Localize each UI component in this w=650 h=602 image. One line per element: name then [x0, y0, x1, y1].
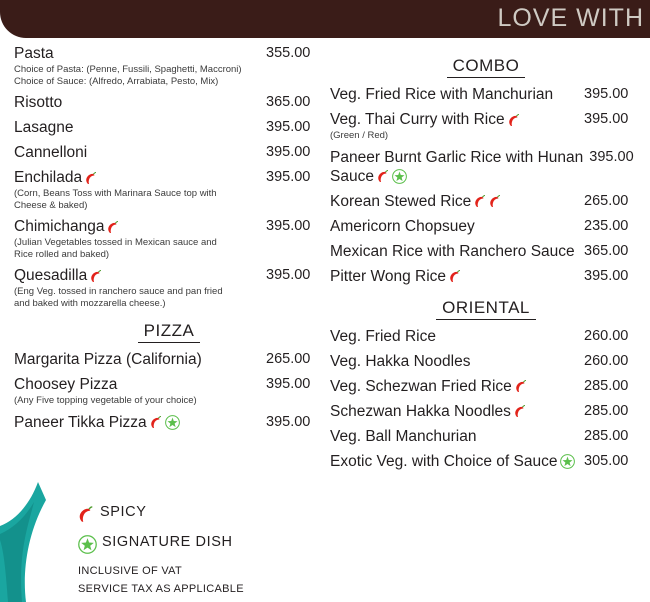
menu-item-name-cell	[330, 327, 442, 346]
menu-item-price: 305.00	[584, 452, 629, 469]
menu-item-price: 260.00	[584, 327, 629, 344]
menu-item	[330, 427, 642, 446]
menu-item-name-cell	[330, 377, 534, 396]
menu-item-description: Choice of Pasta: (Penne, Fussili, Spaghetti, Maccroni) Choice of Sauce: (Alfredo, Arrabiata, Pesto, Mix)	[14, 64, 242, 87]
section-heading-combo	[330, 56, 642, 79]
menu-item-name: Veg. Thai Curry with Rice	[330, 110, 527, 129]
menu-item-icons	[449, 269, 462, 283]
menu-item-price: 285.00	[584, 377, 629, 394]
menu-item-name: Margarita Pizza (California)	[14, 351, 202, 368]
menu-item-name-cell	[330, 242, 581, 261]
menu-item-name-cell	[330, 352, 476, 371]
menu-item-row	[14, 375, 324, 407]
menu-item-price: 395.00	[266, 119, 311, 135]
menu-item-row	[14, 118, 324, 137]
menu-item-row	[14, 266, 324, 309]
chili-pepper-icon	[377, 169, 390, 183]
menu-item	[330, 327, 642, 346]
section-heading-combo-label: COMBO	[447, 56, 526, 78]
legend-note-vat: INCLUSIVE OF VAT	[78, 565, 183, 577]
left-column	[14, 44, 324, 438]
menu-item-name-cell	[330, 192, 508, 211]
menu-item-name: Lasagne	[14, 119, 74, 136]
menu-item-row	[14, 44, 324, 87]
menu-item-price: 365.00	[266, 94, 311, 110]
chili-pepper-icon	[85, 171, 98, 185]
legend-spicy-label: SPICY	[100, 504, 147, 520]
menu-item-icons	[474, 194, 502, 208]
menu-item	[330, 148, 642, 186]
signature-dish-icon	[165, 415, 180, 430]
menu-item-row	[330, 242, 642, 261]
chili-pepper-icon	[150, 415, 163, 429]
menu-item-row	[330, 192, 642, 211]
menu-item	[14, 350, 324, 369]
menu-item-price: 355.00	[266, 45, 311, 61]
section-heading-oriental-label: ORIENTAL	[436, 298, 536, 320]
menu-item-price: 235.00	[584, 217, 629, 234]
menu-item-name: Pasta	[14, 45, 54, 62]
menu-item-row	[330, 452, 642, 471]
section-heading-pizza-label: PIZZA	[138, 321, 201, 343]
menu-item-icons	[150, 415, 180, 430]
legend-row-signature	[78, 534, 408, 550]
menu-item-row	[330, 327, 642, 346]
chili-pepper-icon	[78, 505, 91, 519]
menu-page	[0, 38, 650, 602]
chili-pepper-icon	[514, 404, 527, 418]
menu-item	[330, 242, 642, 261]
menu-item-name: Veg. Fried Rice	[330, 327, 436, 345]
menu-item-row	[14, 168, 324, 211]
corner-ribbon-decoration	[0, 482, 70, 602]
menu-item	[14, 168, 324, 211]
legend	[78, 504, 408, 596]
menu-item-price: 395.00	[584, 267, 629, 284]
menu-item	[14, 44, 324, 87]
menu-item-name-cell	[14, 375, 197, 407]
menu-item-row	[330, 377, 642, 396]
menu-item-price: 395.00	[584, 86, 629, 102]
menu-item	[14, 93, 324, 112]
menu-item-name: Paneer Tikka Pizza	[14, 413, 186, 432]
menu-item-row	[330, 217, 642, 236]
menu-item-name-cell	[330, 267, 468, 286]
oriental-items-list	[330, 327, 642, 471]
menu-item-name-cell	[330, 85, 559, 104]
menu-item-row	[14, 413, 324, 432]
menu-item-icons	[85, 171, 98, 185]
menu-item-name-cell	[330, 452, 581, 471]
menu-item-price: 395.00	[266, 413, 311, 430]
menu-item	[330, 402, 642, 421]
menu-item-name: Risotto	[14, 94, 63, 111]
section-heading-pizza	[14, 321, 324, 344]
menu-item-icons	[377, 169, 407, 184]
menu-item-name-cell	[14, 168, 217, 211]
menu-item-name: Quesadilla	[14, 266, 223, 285]
signature-dish-icon	[560, 454, 575, 469]
menu-item	[330, 452, 642, 471]
top-banner	[0, 0, 650, 38]
menu-item-name: Veg. Hakka Noodles	[330, 352, 471, 370]
menu-item	[14, 266, 324, 309]
chili-pepper-icon	[515, 379, 528, 393]
signature-dish-icon	[392, 169, 407, 184]
menu-item-name: Pitter Wong Rice	[330, 267, 468, 286]
menu-item-name: Paneer Burnt Garlic Rice with Hunan	[330, 148, 584, 166]
menu-item-name: Veg. Schezwan Fried Rice	[330, 377, 534, 396]
left-items-list	[14, 44, 324, 309]
menu-item-icons	[107, 220, 120, 234]
chili-pepper-icon	[489, 194, 502, 208]
signature-dish-icon	[78, 535, 93, 550]
menu-item-icons	[508, 113, 521, 127]
menu-item-name-cell	[330, 148, 589, 186]
menu-item-icons	[90, 269, 103, 283]
menu-item-name: Schezwan Hakka Noodles	[330, 402, 533, 421]
menu-item-row	[330, 267, 642, 286]
menu-item-name-line2: Sauce	[330, 167, 589, 186]
menu-item-name-cell	[330, 427, 482, 446]
menu-item-name: Choosey Pizza	[14, 376, 118, 393]
menu-item-price: 395.00	[266, 218, 311, 234]
menu-item-row	[330, 427, 642, 446]
menu-item	[330, 377, 642, 396]
legend-note-service-tax: SERVICE TAX AS APPLICABLE	[78, 583, 244, 595]
menu-item-row	[330, 148, 642, 186]
menu-item-name: Mexican Rice with Ranchero Sauce	[330, 242, 575, 260]
menu-item-icons	[515, 379, 528, 393]
menu-item-price: 285.00	[584, 427, 629, 444]
menu-item-price: 260.00	[584, 352, 629, 369]
menu-item-price: 395.00	[589, 148, 634, 165]
menu-item-icons	[514, 404, 527, 418]
menu-item-name: Exotic Veg. with Choice of Sauce	[330, 452, 581, 471]
menu-item-name-cell	[14, 44, 242, 87]
menu-item-price: 395.00	[584, 111, 629, 127]
banner-title: LOVE WITH	[497, 4, 644, 32]
menu-item-price: 265.00	[584, 192, 629, 209]
menu-item-description: (Green / Red)	[330, 130, 389, 141]
menu-item-name-cell	[330, 217, 481, 236]
menu-item-name-cell	[14, 143, 93, 162]
menu-item	[330, 217, 642, 236]
menu-item-name-cell	[330, 402, 533, 421]
menu-item-description: (Eng Veg. tossed in ranchero sauce and pan fried and baked with mozzarella cheese.)	[14, 286, 223, 309]
menu-item	[330, 192, 642, 211]
menu-item-name-cell	[14, 118, 79, 137]
combo-items-list	[330, 85, 642, 286]
menu-item-row	[330, 402, 642, 421]
chili-pepper-icon	[508, 113, 521, 127]
menu-item-row	[330, 85, 642, 104]
right-column	[330, 44, 642, 477]
menu-item-row	[14, 350, 324, 369]
menu-item-row	[330, 110, 642, 142]
menu-item-price: 395.00	[266, 267, 311, 283]
chili-pepper-icon	[449, 269, 462, 283]
menu-item-name-cell	[14, 93, 68, 112]
menu-item-name-cell	[330, 110, 527, 142]
menu-item	[14, 143, 324, 162]
menu-item-name-cell	[14, 413, 186, 432]
menu-item-row	[14, 143, 324, 162]
menu-item-name: Korean Stewed Rice	[330, 192, 508, 211]
menu-item	[330, 267, 642, 286]
menu-item-name: Veg. Fried Rice with Manchurian	[330, 86, 554, 103]
menu-item-icons	[560, 454, 575, 469]
menu-item-price: 285.00	[584, 402, 629, 419]
menu-item	[14, 375, 324, 407]
menu-item-description: (Julian Vegetables tossed in Mexican sauce and Rice rolled and baked)	[14, 237, 217, 260]
menu-item-description: (Corn, Beans Toss with Marinara Sauce top with Cheese & baked)	[14, 188, 217, 211]
menu-item-name-cell	[14, 217, 217, 260]
menu-item-row	[330, 352, 642, 371]
menu-item	[330, 352, 642, 371]
menu-item-price: 365.00	[584, 242, 629, 259]
menu-item	[14, 217, 324, 260]
menu-item-name: Cannelloni	[14, 144, 88, 161]
pizza-items-list	[14, 350, 324, 432]
menu-item-description: (Any Five topping vegetable of your choice)	[14, 395, 197, 406]
chili-pepper-icon	[474, 194, 487, 208]
chili-pepper-icon	[90, 269, 103, 283]
legend-signature-label: SIGNATURE DISH	[102, 534, 233, 550]
menu-item-price: 395.00	[266, 376, 311, 392]
menu-item-price: 395.00	[266, 144, 311, 160]
section-heading-oriental	[330, 298, 642, 321]
menu-item-price: 265.00	[266, 351, 311, 367]
menu-item-name: Chimichanga	[14, 217, 217, 236]
menu-item	[14, 118, 324, 137]
menu-item-row	[14, 217, 324, 260]
menu-item-name: Enchilada	[14, 168, 217, 187]
menu-item	[330, 85, 642, 104]
menu-item-name: Veg. Ball Manchurian	[330, 427, 477, 445]
menu-item-name-cell	[14, 266, 223, 309]
menu-item	[330, 110, 642, 142]
chili-pepper-icon	[107, 220, 120, 234]
legend-row-spicy	[78, 504, 408, 520]
menu-item-name: Americorn Chopsuey	[330, 217, 475, 235]
menu-item	[14, 413, 324, 432]
menu-item-name-cell	[14, 350, 208, 369]
menu-item-price: 395.00	[266, 169, 311, 185]
menu-item-row	[14, 93, 324, 112]
